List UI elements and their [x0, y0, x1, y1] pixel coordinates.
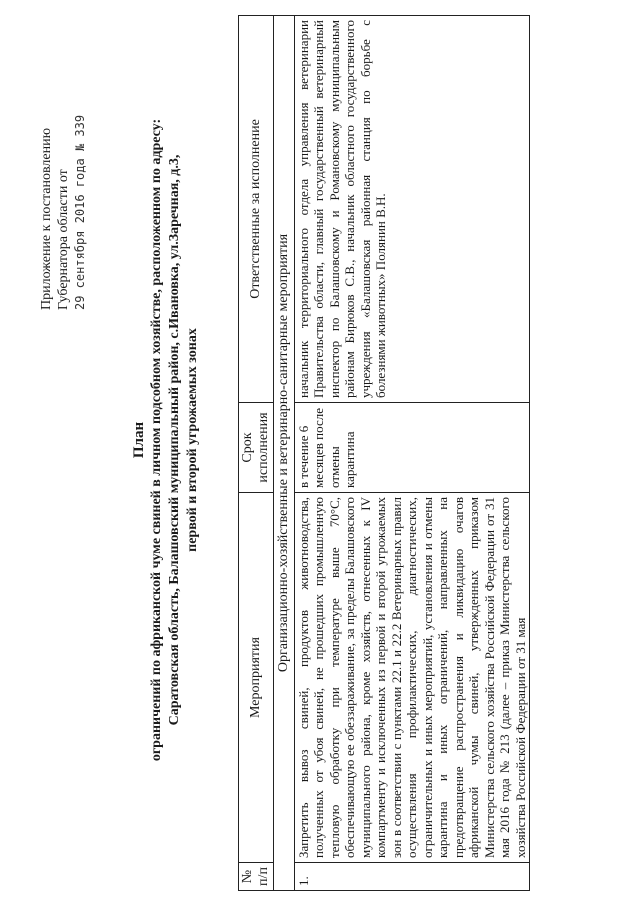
header-term: Срок исполнения: [239, 403, 274, 493]
title-plan-word: План: [131, 421, 147, 459]
document-title: [130, 55, 202, 825]
row-measure: Запретить вывоз свиней, продуктов животноводства, полученных от убоя свиней, не прошедших промышленную тепловую обработку при температуре выше 70°С, обеспечивающую ее обеззараживание, за пределы Балашовского муниципального района, кроме хозяйств, отнесенных к IV компартменту и исключенных из первой и второй угрожаемых зон в соответствии с пунктами 22.1 и 22.2 Ветеринарных правил осуществления профилактических, диагностических, ограничительных и иных мероприятий, установления и отмены карантина и иных ограничений, направленных на предотвращение распространения и ликвидацию очагов африканской чумы свиней, утвержденных приказом Министерства сельского хозяйства Российской Федерации от 31 мая 2016 года № 213 (далее – приказ Министерства сельского хозяйства Российской Федерации от 31 мая: [294, 493, 530, 863]
appendix-note: [38, 10, 89, 310]
appendix-line-1: Приложение к постановлению: [39, 127, 54, 310]
appendix-date-stamp: 29 сентября 2016 года № 339: [73, 114, 87, 310]
row-responsible: начальник территориального отдела управления ветеринарии Правительства области, главный государственный ветеринарный инспектор по Балашовскому и Романовскому муниципальным районам Бирюков С.В., начальник областного государственного учреждения «Балашовская районная станция по борьбе с болезнями животных» Полянин В.Н.: [294, 16, 530, 403]
section-title: Организационно-хозяйственные и ветеринарно-санитарные мероприятия: [274, 16, 295, 891]
table-header-row: [239, 16, 274, 891]
row-num: 1.: [294, 863, 530, 891]
plan-table: [238, 15, 530, 891]
row-term: в течение 6 месяцев после отмены карантина: [294, 403, 530, 493]
header-responsible: Ответственные за исполнение: [239, 16, 274, 403]
table-row: [294, 16, 530, 891]
title-line-3: первой и второй угрожаемых зонах: [185, 328, 200, 552]
header-measure: Мероприятия: [239, 493, 274, 863]
section-row: [274, 16, 295, 891]
appendix-line-2: Губернатора области от: [56, 169, 71, 310]
title-line-2: Саратовская область, Балашовский муниципальный район, с.Ивановка, ул.Заречная, д.3,: [167, 154, 182, 726]
title-line-1: ограничений по африканской чуме свиней в личном подсобном хозяйстве, расположенном по адресу:: [149, 118, 164, 762]
header-num: № п/п: [239, 863, 274, 891]
